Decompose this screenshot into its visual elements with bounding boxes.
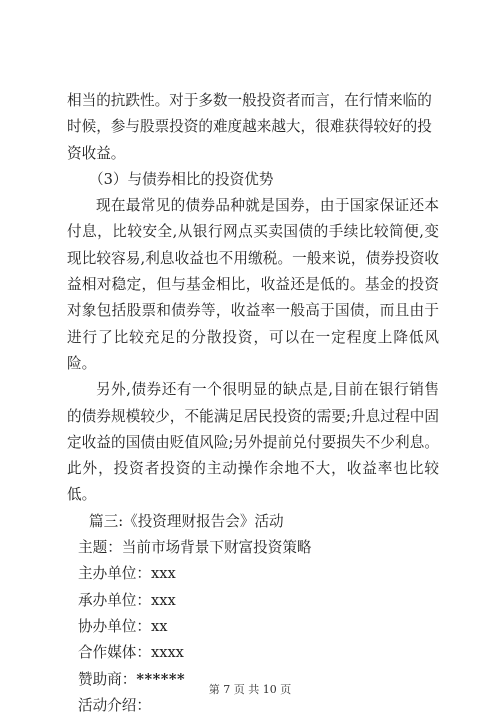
event-host-value: xxx [150,591,176,609]
document-body [67,88,439,719]
event-introduction-label: 活动介绍： [78,696,151,714]
event-sponsor-label: 赞助商： [78,670,137,688]
event-theme-label: 主题： [78,539,122,557]
paragraph-bond-advantages: 现在最常见的债券品种就是国券，由于国家保证还本付息，比较安全,从银行网点买卖国债的手续比较简便,变现比较容易,利息收益也不用缴税。一般来说，债券投资收益相对稳定，但与基金相比，收益还是低的。基金的投资对象包括股票和债券等，收益率一般高于国债，而且由于进行了比较充足的分散投资，可以在一定程度上降低风险。 [67,197,439,372]
event-co-organizer [67,614,439,640]
chapter-heading-event: 篇三:《投资理财报告会》活动 [89,512,284,530]
event-theme-value: 当前市场背景下财富投资策略 [121,539,312,557]
section-heading-bond-comparison: （3）与债券相比的投资优势 [89,170,274,188]
event-theme [67,535,439,561]
event-organizer [67,561,439,587]
paragraph-continuation: 相当的抗跌性。对于多数一般投资者而言，在行情来临的时候，参与股票投资的难度越来越大，很难获得较好的投资收益。 [67,92,432,162]
event-media-partner [67,640,439,666]
event-host [67,588,439,614]
event-host-label: 承办单位： [78,591,151,609]
event-media-partner-label: 合作媒体： [78,644,151,662]
page-footer: 第 7 页 共 10 页 [208,683,292,696]
event-sponsor-value: ****** [136,670,186,688]
event-organizer-label: 主办单位： [78,565,151,583]
event-media-partner-value: xxxx [150,644,184,662]
event-co-organizer-value: xx [150,617,168,635]
paragraph-bond-drawbacks: 另外,债券还有一个很明显的缺点是,目前在银行销售的债券规模较少，不能满足居民投资的需要;升息过程中固定收益的国债由贬值风险;另外提前兑付要损失不少利息。此外，投资者投资的主动操作余地不大，收益率也比较低。 [67,381,439,504]
event-co-organizer-label: 协办单位： [78,617,151,635]
event-organizer-value: xxx [150,565,176,583]
